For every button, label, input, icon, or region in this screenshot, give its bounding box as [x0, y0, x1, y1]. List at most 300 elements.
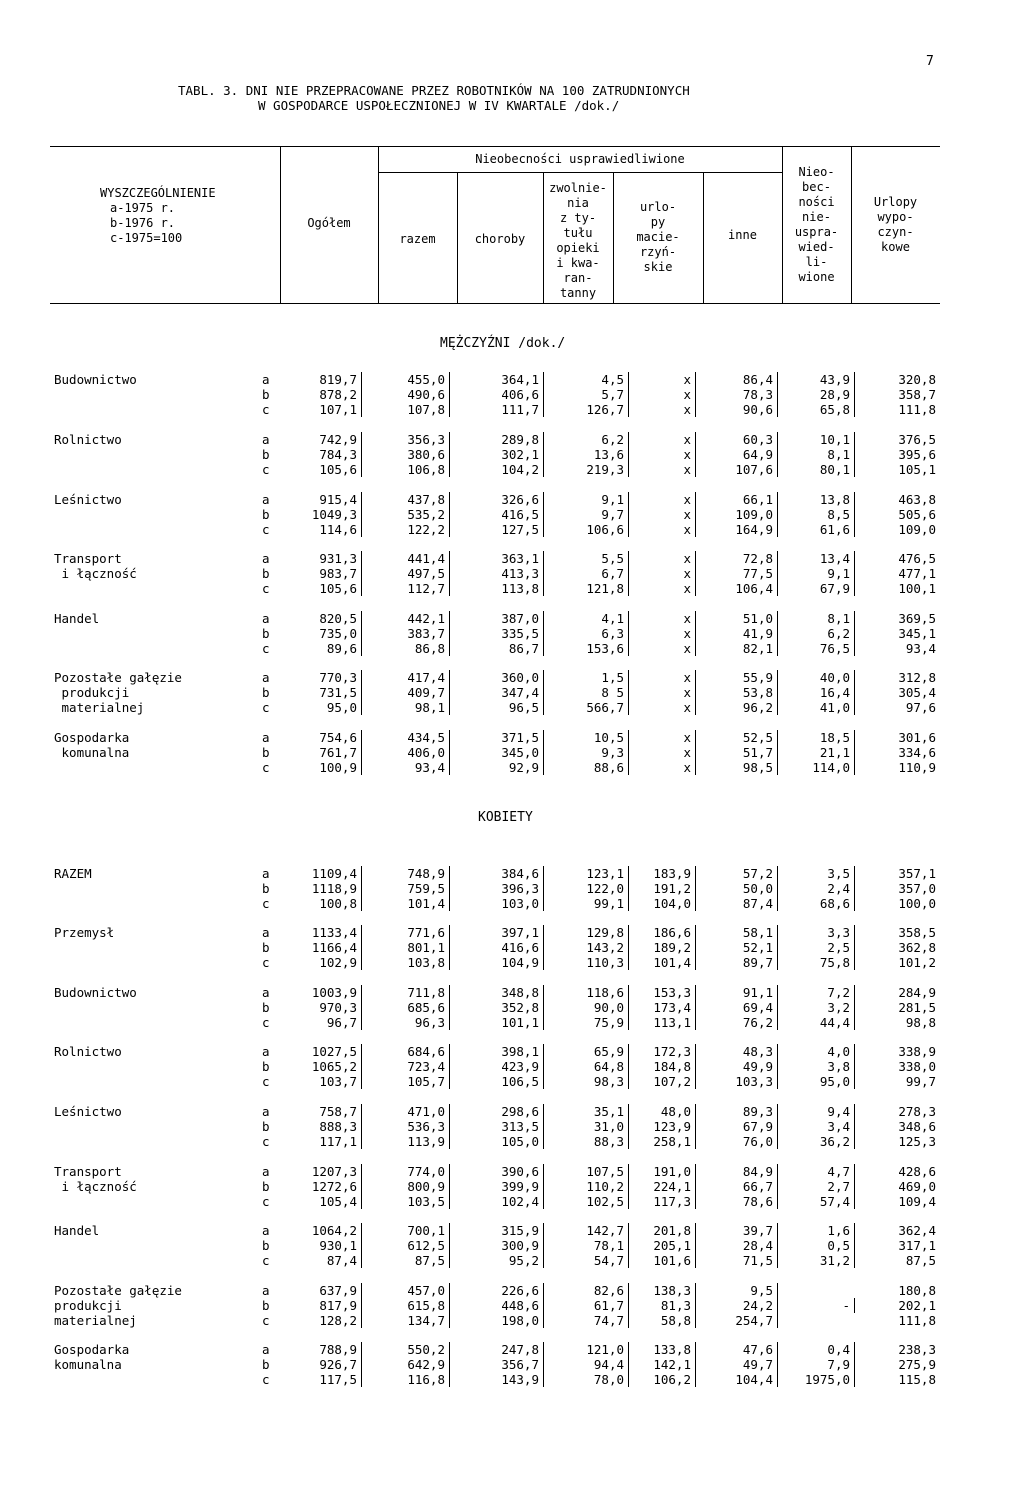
hdr-line: nia: [567, 196, 589, 210]
table-cell: 754,6: [282, 730, 362, 745]
table-cell: 86,7: [459, 641, 544, 656]
table-cell: 289,8: [459, 432, 544, 447]
table-cell: 122,0: [545, 881, 629, 896]
table-cell: 684,6: [380, 1044, 450, 1059]
stub-header: [100, 186, 230, 246]
table-cell: 363,1: [459, 551, 544, 566]
table-row-group: [0, 492, 1024, 546]
table-cell: 118,6: [545, 985, 629, 1000]
table-cell: 434,5: [380, 730, 450, 745]
table-cell: 819,7: [282, 372, 362, 387]
row-code: b: [262, 507, 270, 522]
table-cell: 238,3: [898, 1342, 936, 1357]
row-code: a: [262, 1283, 270, 1298]
table-cell: 742,9: [282, 432, 362, 447]
table-cell: 86,4: [705, 372, 778, 387]
table-cell: 49,9: [705, 1059, 778, 1074]
hdr-line: i kwa-: [556, 256, 600, 270]
table-row: [0, 611, 1024, 626]
table-cell: x: [615, 670, 696, 685]
table-cell: 357,1: [898, 866, 936, 881]
table-cell: 463,8: [898, 492, 936, 507]
table-cell: 53,8: [705, 685, 778, 700]
table-cell: 113,8: [459, 581, 544, 596]
table-cell: 224,1: [615, 1179, 696, 1194]
table-row-group: [0, 551, 1024, 605]
table-cell: 396,3: [459, 881, 544, 896]
table-cell: 114,0: [784, 760, 855, 775]
table-row: [0, 1015, 1024, 1030]
table-cell: 2,7: [784, 1179, 855, 1194]
table-cell: 65,9: [545, 1044, 629, 1059]
table-title: [178, 83, 690, 113]
table-cell: 417,4: [380, 670, 450, 685]
row-code: a: [262, 432, 270, 447]
row-code: c: [262, 1015, 270, 1030]
table-cell: 103,8: [380, 955, 450, 970]
table-cell: 28,4: [705, 1238, 778, 1253]
table-cell: 76,0: [705, 1134, 778, 1149]
table-cell: 78,0: [545, 1372, 629, 1387]
table-cell: 76,2: [705, 1015, 778, 1030]
table-cell: 48,3: [705, 1044, 778, 1059]
table-cell: 107,5: [545, 1164, 629, 1179]
row-label: Gospodarka komunalna: [54, 730, 130, 760]
table-cell: 78,3: [705, 387, 778, 402]
table-cell: 1003,9: [282, 985, 362, 1000]
table-cell: 100,1: [898, 581, 936, 596]
table-cell: 41,9: [705, 626, 778, 641]
row-code: b: [262, 1059, 270, 1074]
table-row: [0, 1357, 1024, 1372]
table-cell: 164,9: [705, 522, 778, 537]
row-code: c: [262, 1253, 270, 1268]
table-cell: 111,8: [898, 1313, 936, 1328]
table-cell: 82,1: [705, 641, 778, 656]
table-cell: 110,3: [545, 955, 629, 970]
table-row: [0, 685, 1024, 700]
row-code: b: [262, 745, 270, 760]
table-cell: 298,6: [459, 1104, 544, 1119]
table-row: [0, 881, 1024, 896]
table-cell: 247,8: [459, 1342, 544, 1357]
table-cell: 87,4: [705, 896, 778, 911]
table-cell: 125,3: [898, 1134, 936, 1149]
table-row: [0, 1342, 1024, 1357]
table-cell: 101,1: [459, 1015, 544, 1030]
table-cell: 788,9: [282, 1342, 362, 1357]
table-cell: 18,5: [784, 730, 855, 745]
table-cell: 9,4: [784, 1104, 855, 1119]
table-cell: 455,0: [380, 372, 450, 387]
table-row: [0, 1059, 1024, 1074]
table-row: [0, 551, 1024, 566]
table-cell: x: [615, 581, 696, 596]
header-divider: [378, 146, 379, 303]
table-row: [0, 1298, 1024, 1313]
table-cell: 47,6: [705, 1342, 778, 1357]
row-code: c: [262, 955, 270, 970]
table-cell: 98,5: [705, 760, 778, 775]
table-cell: 58,1: [705, 925, 778, 940]
table-cell: 98,8: [905, 1015, 936, 1030]
table-row: [0, 955, 1024, 970]
table-cell: 109,0: [898, 522, 936, 537]
table-cell: 100,8: [282, 896, 362, 911]
table-cell: 64,9: [705, 447, 778, 462]
row-code: b: [262, 1238, 270, 1253]
table-cell: 384,6: [459, 866, 544, 881]
table-cell: 761,7: [282, 745, 362, 760]
table-cell: 100,9: [282, 760, 362, 775]
table-cell: 54,7: [545, 1253, 629, 1268]
table-cell: 84,9: [705, 1164, 778, 1179]
table-cell: 100,0: [898, 896, 936, 911]
table-cell: 71,5: [705, 1253, 778, 1268]
table-cell: 95,2: [459, 1253, 544, 1268]
table-cell: 143,2: [545, 940, 629, 955]
table-cell: 338,0: [898, 1059, 936, 1074]
table-cell: 219,3: [545, 462, 629, 477]
table-cell: 64,8: [545, 1059, 629, 1074]
table-cell: 105,1: [898, 462, 936, 477]
table-cell: 930,1: [282, 1238, 362, 1253]
table-cell: 320,8: [898, 372, 936, 387]
table-cell: 878,2: [282, 387, 362, 402]
table-cell: 109,4: [898, 1194, 936, 1209]
table-cell: 61,6: [784, 522, 855, 537]
table-cell: 3,5: [784, 866, 855, 881]
table-cell: 31,2: [784, 1253, 855, 1268]
table-cell: 441,4: [380, 551, 450, 566]
row-code: b: [262, 1119, 270, 1134]
row-label: Handel: [54, 1223, 100, 1238]
table-cell: 110,2: [545, 1179, 629, 1194]
table-cell: 35,1: [545, 1104, 629, 1119]
row-code: c: [262, 700, 270, 715]
table-cell: 86,8: [380, 641, 450, 656]
table-cell: 0,4: [784, 1342, 855, 1357]
row-label: Rolnictwo: [54, 1044, 122, 1059]
table-cell: 8,1: [784, 447, 855, 462]
table-row: [0, 1313, 1024, 1328]
table-cell: 612,5: [380, 1238, 450, 1253]
table-cell: 87,5: [905, 1253, 936, 1268]
row-label: Transport i łączność: [54, 551, 137, 581]
table-cell: 39,7: [705, 1223, 778, 1238]
table-cell: 153,6: [545, 641, 629, 656]
row-code: c: [262, 1372, 270, 1387]
table-cell: 89,3: [705, 1104, 778, 1119]
table-row-group: [0, 730, 1024, 784]
table-cell: 326,6: [459, 492, 544, 507]
table-cell: 820,5: [282, 611, 362, 626]
table-row: [0, 1074, 1024, 1089]
table-cell: 129,8: [545, 925, 629, 940]
table-cell: 6,3: [545, 626, 629, 641]
table-cell: 105,6: [282, 462, 362, 477]
table-cell: 615,8: [380, 1298, 450, 1313]
table-cell: 784,3: [282, 447, 362, 462]
table-cell: x: [615, 522, 696, 537]
row-code: c: [262, 641, 270, 656]
table-cell: 107,8: [380, 402, 450, 417]
table-cell: 113,1: [615, 1015, 696, 1030]
table-cell: 105,0: [459, 1134, 544, 1149]
table-row-group: [0, 1104, 1024, 1158]
table-cell: 106,5: [459, 1074, 544, 1089]
table-cell: 93,4: [905, 641, 936, 656]
header-bottom-rule: [50, 303, 940, 304]
table-cell: 358,7: [898, 387, 936, 402]
table-cell: 6,7: [545, 566, 629, 581]
table-cell: 9,5: [705, 1283, 778, 1298]
table-cell: 345,0: [459, 745, 544, 760]
table-cell: 82,6: [545, 1283, 629, 1298]
table-cell: 302,1: [459, 447, 544, 462]
table-row: [0, 745, 1024, 760]
table-cell: 1064,2: [282, 1223, 362, 1238]
hdr-line: ran-: [563, 271, 593, 285]
table-cell: 191,0: [615, 1164, 696, 1179]
hdr-line: ności: [798, 195, 835, 209]
table-cell: 180,8: [898, 1283, 936, 1298]
row-label: Rolnictwo: [54, 432, 122, 447]
table-cell: 90,6: [705, 402, 778, 417]
table-cell: 312,8: [898, 670, 936, 685]
table-cell: 106,6: [545, 522, 629, 537]
table-cell: 1133,4: [282, 925, 362, 940]
table-cell: 80,1: [784, 462, 855, 477]
section-title: KOBIETY: [478, 810, 533, 825]
table-row: [0, 896, 1024, 911]
table-cell: 36,2: [784, 1134, 855, 1149]
table-row: [0, 1283, 1024, 1298]
table-cell: 48,0: [615, 1104, 696, 1119]
table-row-group: [0, 866, 1024, 920]
table-cell: 301,6: [898, 730, 936, 745]
row-code: a: [262, 730, 270, 745]
table-cell: 205,1: [615, 1238, 696, 1253]
table-cell: 105,7: [380, 1074, 450, 1089]
table-cell: 9,7: [545, 507, 629, 522]
table-cell: 970,3: [282, 1000, 362, 1015]
table-cell: 121,0: [545, 1342, 629, 1357]
stub-key-a: a-1975 r.: [110, 201, 176, 215]
table-cell: 4,1: [545, 611, 629, 626]
table-cell: 95,0: [784, 1074, 855, 1089]
table-cell: 800,9: [380, 1179, 450, 1194]
table-cell: 409,7: [380, 685, 450, 700]
table-cell: 128,2: [282, 1313, 362, 1328]
table-cell: -: [784, 1298, 855, 1313]
row-code: b: [262, 626, 270, 641]
table-cell: 93,4: [380, 760, 450, 775]
table-cell: 497,5: [380, 566, 450, 581]
table-row: [0, 1253, 1024, 1268]
table-row: [0, 432, 1024, 447]
table-cell: 89,7: [705, 955, 778, 970]
table-cell: 104,0: [615, 896, 696, 911]
table-cell: 9,1: [545, 492, 629, 507]
table-cell: 1272,6: [282, 1179, 362, 1194]
table-cell: 383,7: [380, 626, 450, 641]
table-cell: 8,1: [784, 611, 855, 626]
table-cell: 0,5: [784, 1238, 855, 1253]
table-cell: 96,2: [705, 700, 778, 715]
row-label: Handel: [54, 611, 100, 626]
header-top-rule: [50, 146, 940, 147]
table-cell: 1975,0: [784, 1372, 855, 1387]
table-cell: 637,9: [282, 1283, 362, 1298]
table-cell: 315,9: [459, 1223, 544, 1238]
row-code: a: [262, 925, 270, 940]
table-cell: 284,9: [898, 985, 936, 1000]
table-cell: 3,4: [784, 1119, 855, 1134]
table-row: [0, 492, 1024, 507]
stub-title: WYSZCZEGÓLNIENIE: [100, 186, 216, 200]
table-cell: 142,1: [615, 1357, 696, 1372]
table-cell: 68,6: [784, 896, 855, 911]
table-cell: 92,9: [459, 760, 544, 775]
table-cell: 416,6: [459, 940, 544, 955]
section-title: MĘŻCZYŹNI /dok./: [440, 336, 566, 351]
table-cell: 281,5: [898, 1000, 936, 1015]
table-cell: 88,3: [545, 1134, 629, 1149]
table-cell: 57,2: [705, 866, 778, 881]
table-cell: 801,1: [380, 940, 450, 955]
table-cell: 198,0: [459, 1313, 544, 1328]
table-cell: 112,7: [380, 581, 450, 596]
row-label: Budownictwo: [54, 372, 137, 387]
row-code: a: [262, 551, 270, 566]
hdr-line: bec-: [802, 180, 831, 194]
table-cell: 735,0: [282, 626, 362, 641]
table-cell: 103,3: [705, 1074, 778, 1089]
table-cell: 28,9: [784, 387, 855, 402]
table-cell: 75,8: [784, 955, 855, 970]
table-cell: 362,4: [898, 1223, 936, 1238]
table-cell: 376,5: [898, 432, 936, 447]
table-cell: 413,3: [459, 566, 544, 581]
row-code: c: [262, 522, 270, 537]
table-row: [0, 1134, 1024, 1149]
row-code: c: [262, 896, 270, 911]
table-cell: 642,9: [380, 1357, 450, 1372]
table-row: [0, 1194, 1024, 1209]
table-cell: 106,4: [705, 581, 778, 596]
page-number: 7: [926, 54, 934, 69]
table-cell: 4,5: [545, 372, 629, 387]
table-cell: 258,1: [615, 1134, 696, 1149]
table-cell: 300,9: [459, 1238, 544, 1253]
table-cell: x: [615, 730, 696, 745]
table-cell: 104,2: [459, 462, 544, 477]
row-code: a: [262, 866, 270, 881]
table-cell: 5,7: [545, 387, 629, 402]
table-cell: 121,8: [545, 581, 629, 596]
table-cell: 1049,3: [282, 507, 362, 522]
table-cell: 133,8: [615, 1342, 696, 1357]
table-cell: 5,5: [545, 551, 629, 566]
table-cell: 723,4: [380, 1059, 450, 1074]
row-code: a: [262, 1342, 270, 1357]
table-cell: x: [615, 387, 696, 402]
row-code: c: [262, 462, 270, 477]
table-cell: 96,5: [459, 700, 544, 715]
table-cell: 138,3: [615, 1283, 696, 1298]
table-row: [0, 700, 1024, 715]
hdr-line: py: [650, 215, 666, 229]
row-code: a: [262, 1104, 270, 1119]
table-row: [0, 372, 1024, 387]
hdr-line: czyn-: [877, 225, 914, 239]
table-cell: 110,9: [898, 760, 936, 775]
stub-key-b: b-1976 r.: [110, 216, 176, 230]
table-cell: 114,6: [282, 522, 362, 537]
table-cell: 731,5: [282, 685, 362, 700]
table-cell: 358,5: [898, 925, 936, 940]
table-cell: x: [615, 492, 696, 507]
table-cell: 111,7: [459, 402, 544, 417]
table-row: [0, 522, 1024, 537]
row-label: Pozostałe gałęzie produkcji materialnej: [54, 670, 182, 715]
table-row: [0, 1179, 1024, 1194]
table-cell: 101,4: [380, 896, 450, 911]
hdr-line: rzyń-: [639, 245, 677, 259]
table-cell: x: [615, 760, 696, 775]
table-cell: 43,9: [784, 372, 855, 387]
table-cell: 3,3: [784, 925, 855, 940]
table-row: [0, 985, 1024, 1000]
table-cell: 13,4: [784, 551, 855, 566]
table-row: [0, 760, 1024, 775]
table-cell: 6,2: [545, 432, 629, 447]
table-cell: 107,2: [615, 1074, 696, 1089]
table-cell: 96,3: [380, 1015, 450, 1030]
hdr-line: wied-: [798, 240, 835, 254]
table-cell: 103,5: [380, 1194, 450, 1209]
table-cell: 2,5: [784, 940, 855, 955]
table-row: [0, 581, 1024, 596]
table-row: [0, 1372, 1024, 1387]
table-cell: 105,4: [282, 1194, 362, 1209]
table-cell: 99,7: [905, 1074, 936, 1089]
table-cell: 10,1: [784, 432, 855, 447]
table-cell: x: [615, 372, 696, 387]
table-cell: 49,7: [705, 1357, 778, 1372]
row-code: b: [262, 881, 270, 896]
table-cell: 13,6: [545, 447, 629, 462]
table-cell: 65,8: [784, 402, 855, 417]
col-header-razem: razem: [399, 232, 436, 246]
col-header-nieusprawiedliwione: [782, 165, 851, 285]
table-cell: 113,9: [380, 1134, 450, 1149]
table-cell: 360,0: [459, 670, 544, 685]
table-cell: 90,0: [545, 1000, 629, 1015]
row-code: a: [262, 1223, 270, 1238]
table-cell: 99,1: [545, 896, 629, 911]
table-row-group: [0, 1223, 1024, 1277]
table-cell: 76,5: [784, 641, 855, 656]
table-cell: 348,6: [898, 1119, 936, 1134]
table-row: [0, 566, 1024, 581]
table-cell: 469,0: [898, 1179, 936, 1194]
row-code: b: [262, 387, 270, 402]
table-cell: 535,2: [380, 507, 450, 522]
table-cell: 186,6: [615, 925, 696, 940]
table-cell: 117,3: [615, 1194, 696, 1209]
